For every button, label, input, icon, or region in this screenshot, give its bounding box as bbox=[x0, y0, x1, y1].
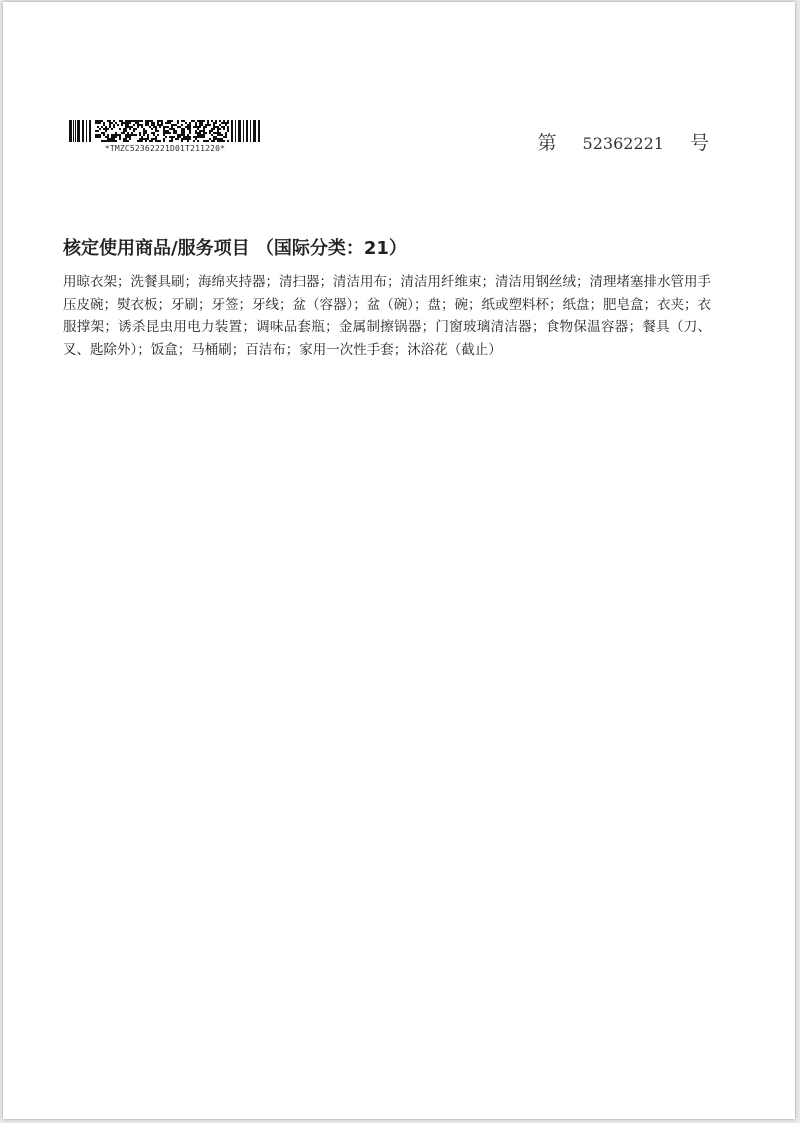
barcode bbox=[69, 120, 261, 153]
document-page bbox=[3, 2, 795, 1119]
number-prefix: 第 bbox=[537, 132, 557, 154]
number-value: 52362221 bbox=[582, 134, 664, 153]
registration-number bbox=[538, 128, 709, 155]
goods-services-list: 用晾衣架；洗餐具刷；海绵夹持器；清扫器；清洁用布；清洁用纤维束；清洁用钢丝绒；清理堵塞排水管用手压皮碗；熨衣板；牙刷；牙签；牙线；盆（容器）；盆（碗）；盘；碗；纸或塑料杯；纸盘；肥皂盒；衣夹；衣服撑架；诱杀昆虫用电力装置；调味品套瓶；金属制擦锅器；门窗玻璃清洁器；食物保温容器；餐具（刀、叉、匙除外）；饭盒；马桶刷；百洁布；家用一次性手套；沐浴花（截止） bbox=[63, 274, 711, 358]
section-title: 核定使用商品/服务项目 （国际分类：21） bbox=[63, 238, 407, 259]
barcode-text: *TMZC52362221D01T211220* bbox=[104, 144, 226, 153]
number-suffix: 号 bbox=[689, 132, 709, 154]
barcode-icon bbox=[69, 120, 261, 142]
